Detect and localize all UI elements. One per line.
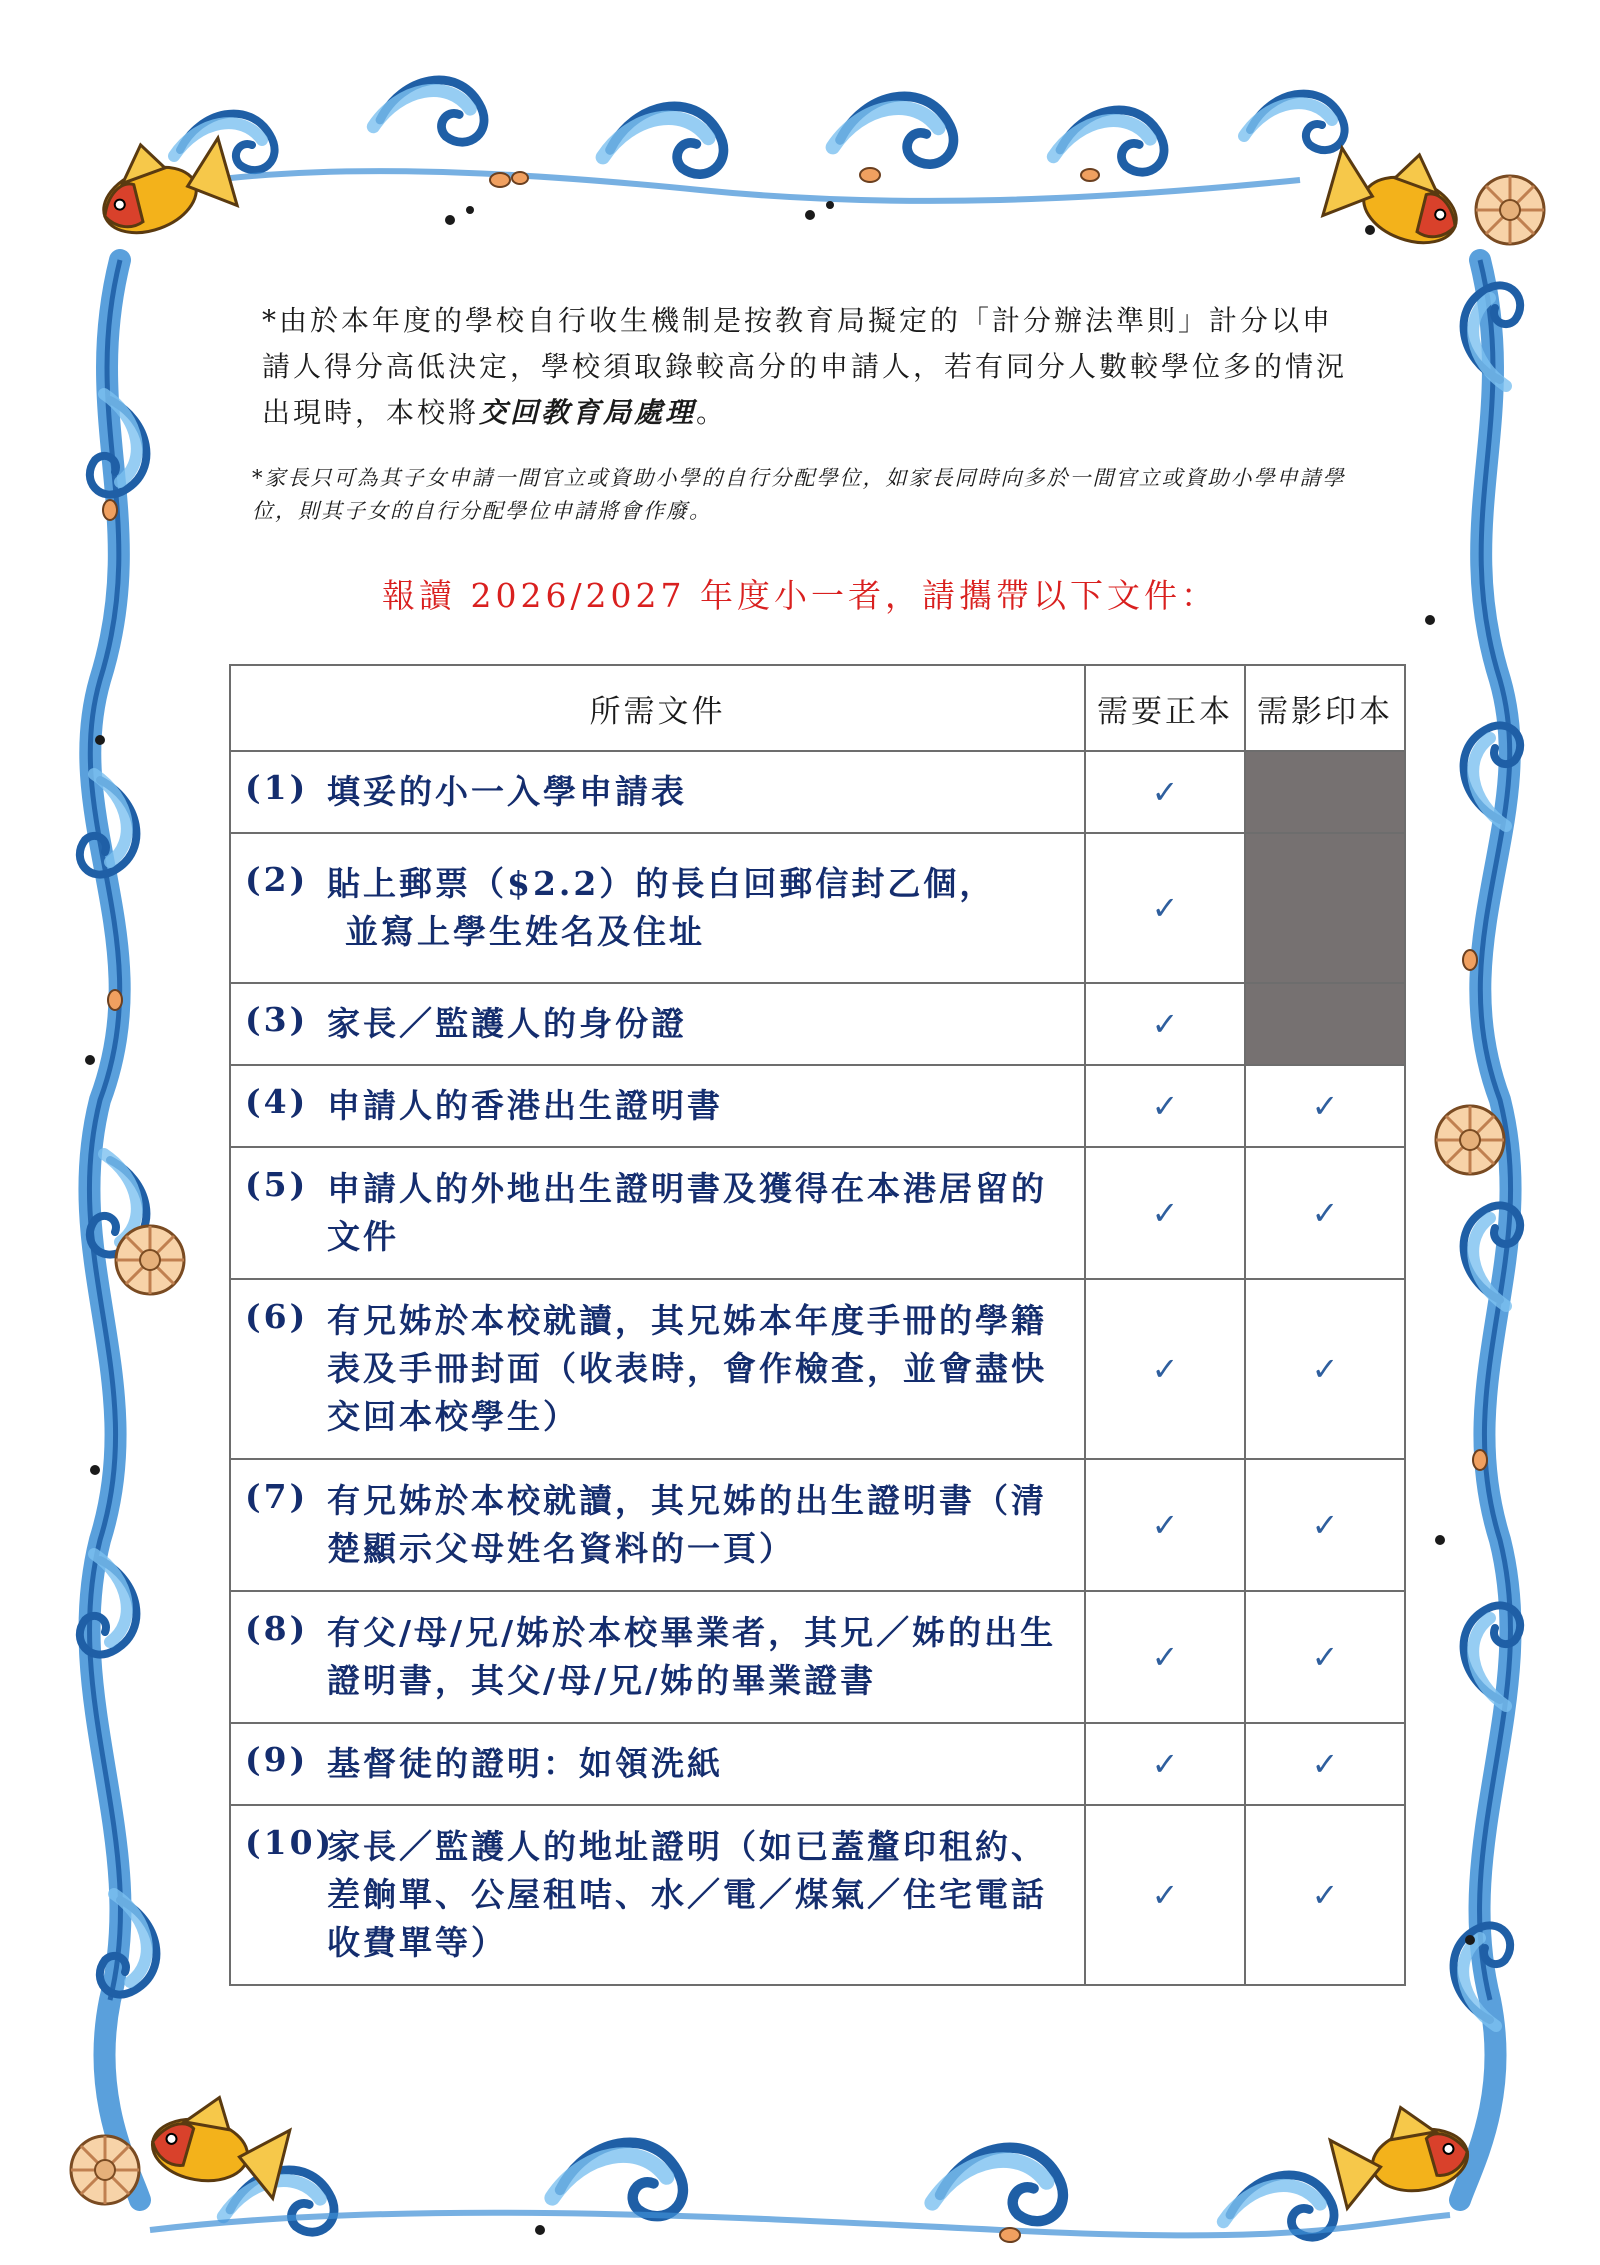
original-check: ✓ (1085, 1805, 1245, 1985)
row-number: (1) (245, 768, 309, 807)
document-cell (230, 1805, 1085, 1985)
table-row (230, 751, 1405, 833)
original-check: ✓ (1085, 1279, 1245, 1459)
original-check: ✓ (1085, 1065, 1245, 1147)
row-number: (4) (245, 1082, 309, 1121)
header-original: 需要正本 (1085, 665, 1245, 751)
table-row (230, 983, 1405, 1065)
table-header-row (230, 665, 1405, 751)
row-text: 填妥的小一入學申請表 (327, 772, 687, 811)
table-row (230, 1065, 1405, 1147)
original-check: ✓ (1085, 833, 1245, 983)
row-text: 有兄姊於本校就讀，其兄姊本年度手冊的學籍表及手冊封面（收表時，會作檢查，並會盡快交回本校學生） (327, 1301, 1047, 1436)
copy-not-required (1245, 983, 1405, 1065)
row-text-line2: 並寫上學生姓名及住址 (345, 912, 705, 951)
admission-note-end: 。 (696, 396, 728, 429)
original-check: ✓ (1085, 983, 1245, 1065)
table-row (230, 1591, 1405, 1723)
row-text: 家長／監護人的身份證 (327, 1004, 687, 1043)
required-documents-table (229, 664, 1406, 1986)
row-number: (10) (245, 1823, 335, 1862)
row-text: 有兄姊於本校就讀，其兄姊的出生證明書（清楚顯示父母姓名資料的一頁） (327, 1481, 1047, 1568)
copy-check: ✓ (1245, 1459, 1405, 1591)
document-cell (230, 1147, 1085, 1279)
copy-check: ✓ (1245, 1147, 1405, 1279)
admission-note (262, 298, 1352, 436)
table-row (230, 1459, 1405, 1591)
header-copy: 需影印本 (1245, 665, 1405, 751)
original-check: ✓ (1085, 1591, 1245, 1723)
table-row (230, 1147, 1405, 1279)
table-row (230, 1279, 1405, 1459)
copy-check: ✓ (1245, 1723, 1405, 1805)
copy-check: ✓ (1245, 1279, 1405, 1459)
document-cell (230, 833, 1085, 983)
original-check: ✓ (1085, 1459, 1245, 1591)
copy-check: ✓ (1245, 1805, 1405, 1985)
document-cell (230, 1065, 1085, 1147)
row-number: (9) (245, 1740, 309, 1779)
table-row (230, 833, 1405, 983)
row-text: 貼上郵票（$2.2）的長白回郵信封乙個， (327, 864, 996, 903)
table-row (230, 1723, 1405, 1805)
original-check: ✓ (1085, 751, 1245, 833)
document-cell (230, 1279, 1085, 1459)
row-text: 有父/母/兄/姊於本校畢業者，其兄／姊的出生證明書，其父/母/兄/姊的畢業證書 (327, 1613, 1057, 1700)
document-cell (230, 1591, 1085, 1723)
row-number: (7) (245, 1477, 309, 1516)
copy-check: ✓ (1245, 1591, 1405, 1723)
document-cell (230, 751, 1085, 833)
row-number: (5) (245, 1165, 309, 1204)
copy-not-required (1245, 833, 1405, 983)
row-text: 家長／監護人的地址證明（如已蓋釐印租約、差餉單、公屋租咭、水／電／煤氣／住宅電話收費單等） (327, 1827, 1047, 1962)
original-check: ✓ (1085, 1147, 1245, 1279)
table-row (230, 1805, 1405, 1985)
document-cell (230, 983, 1085, 1065)
copy-check: ✓ (1245, 1065, 1405, 1147)
document-cell (230, 1723, 1085, 1805)
row-number: (3) (245, 1000, 309, 1039)
copy-not-required (1245, 751, 1405, 833)
row-number: (2) (245, 860, 309, 899)
admission-note-text: *由於本年度的學校自行收生機制是按教育局擬定的「計分辦法準則」計分以申請人得分高低決定，學校須取錄較高分的申請人，若有同分人數較學位多的情況出現時，本校將 (262, 304, 1348, 429)
header-document: 所需文件 (230, 665, 1085, 751)
admission-note-emphasis: 交回教育局處理 (479, 396, 697, 429)
document-list-headline: 報讀 2026/2027 年度小一者，請攜帶以下文件： (381, 576, 1219, 615)
row-number: (8) (245, 1609, 309, 1648)
document-cell (230, 1459, 1085, 1591)
row-number: (6) (245, 1297, 309, 1336)
row-text: 申請人的外地出生證明書及獲得在本港居留的文件 (327, 1169, 1047, 1256)
single-application-note: *家長只可為其子女申請一間官立或資助小學的自行分配學位，如家長同時向多於一間官立或資助小學申請學位，則其子女的自行分配學位申請將會作廢。 (252, 466, 1346, 523)
row-text: 申請人的香港出生證明書 (327, 1086, 723, 1125)
row-text: 基督徒的證明：如領洗紙 (327, 1744, 723, 1783)
original-check: ✓ (1085, 1723, 1245, 1805)
